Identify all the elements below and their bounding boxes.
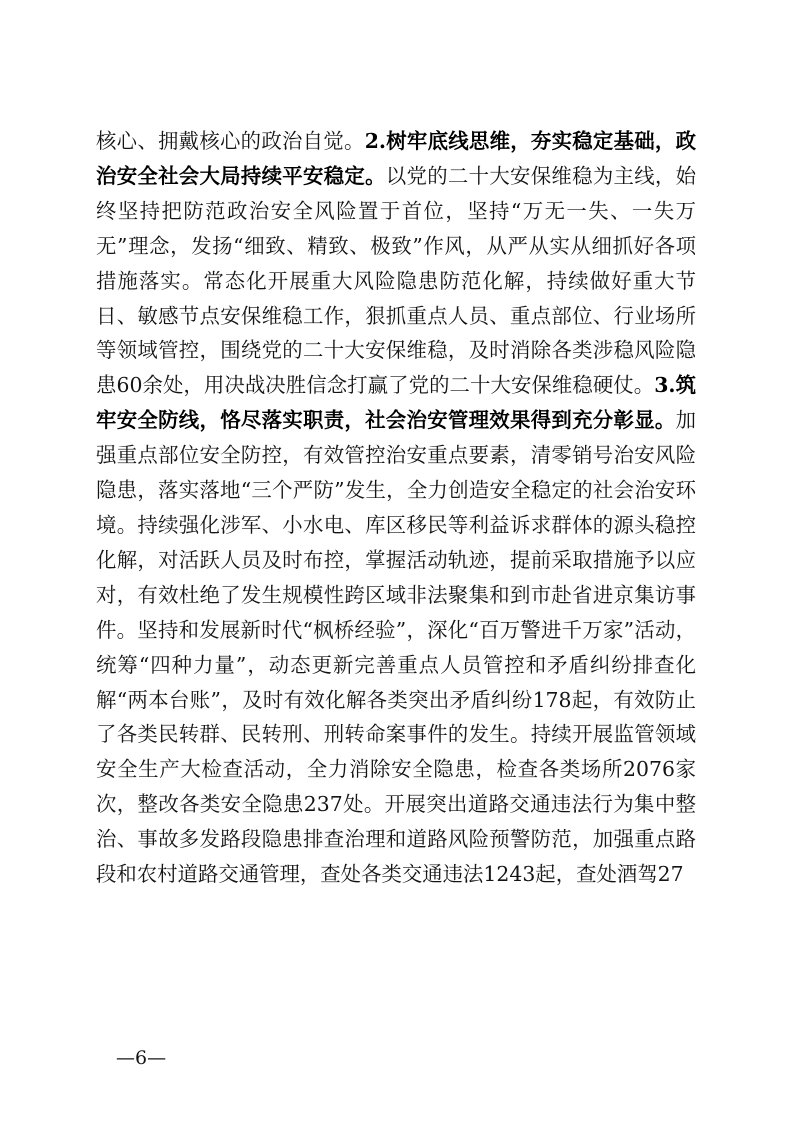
text-segment: 核心、拥戴核心的政治自觉。 [96,129,365,153]
body-paragraph [96,124,696,892]
page-number: —6— [116,1047,167,1069]
text-segment: 加强重点部位安全防控，有效管控治安重点要素，清零销号治安风险隐患，落实落地“三个严防”发生，全力创造安全稳定的社会治安环境。持续强化涉军、小水电、库区移民等利益诉求群体的源头稳控化解，对活跃人员及时布控，掌握活动轨迹，提前采取措施予以应对，有效杜绝了发生规模性跨区域非法聚集和到市赴省进京集访事件。坚持和发展新时代“枫桥经验”，深化“百万警进千万家”活动，统筹“四种力量”，动态更新完善重点人员管控和矛盾纠纷排查化解“两本台账”，及时有效化解各类突出矛盾纠纷178起，有效防止了各类民转群、民转刑、刑转命案事件的发生。持续开展监管领域安全生产大检查活动，全力消除安全隐患，检查各类场所2076家次，整改各类安全隐患237处。开展突出道路交通违法行为集中整治、事故多发路段隐患排查治理和道路风险预警防范，加强重点路段和农村道路交通管理，查处各类交通违法1243起，查处酒驾27 [96,408,696,887]
bold-heading-segment: 3.筑牢安全防线，恪尽落实职责，社会治安管理效果得到充分彰显。 [96,373,696,433]
text-segment: 以党的二十大安保维稳为主线，始终坚持把防范政治安全风险置于首位，坚持“万无一失、一失万无”理念，发扬“细致、精致、极致”作风，从严从实从细抓好各项措施落实。常态化开展重大风险隐患防范化解，持续做好重大节日、敏感节点安保维稳工作，狠抓重点人员、重点部位、行业场所等领域管控，围绕党的二十大安保维稳，及时消除各类涉稳风险隐患60余处，用决战决胜信念打赢了党的二十大安保维稳硬仗。 [96,163,697,398]
bold-heading-segment: 2.树牢底线思维，夯实稳定基础，政治安全社会大局持续平安稳定。 [96,129,696,188]
